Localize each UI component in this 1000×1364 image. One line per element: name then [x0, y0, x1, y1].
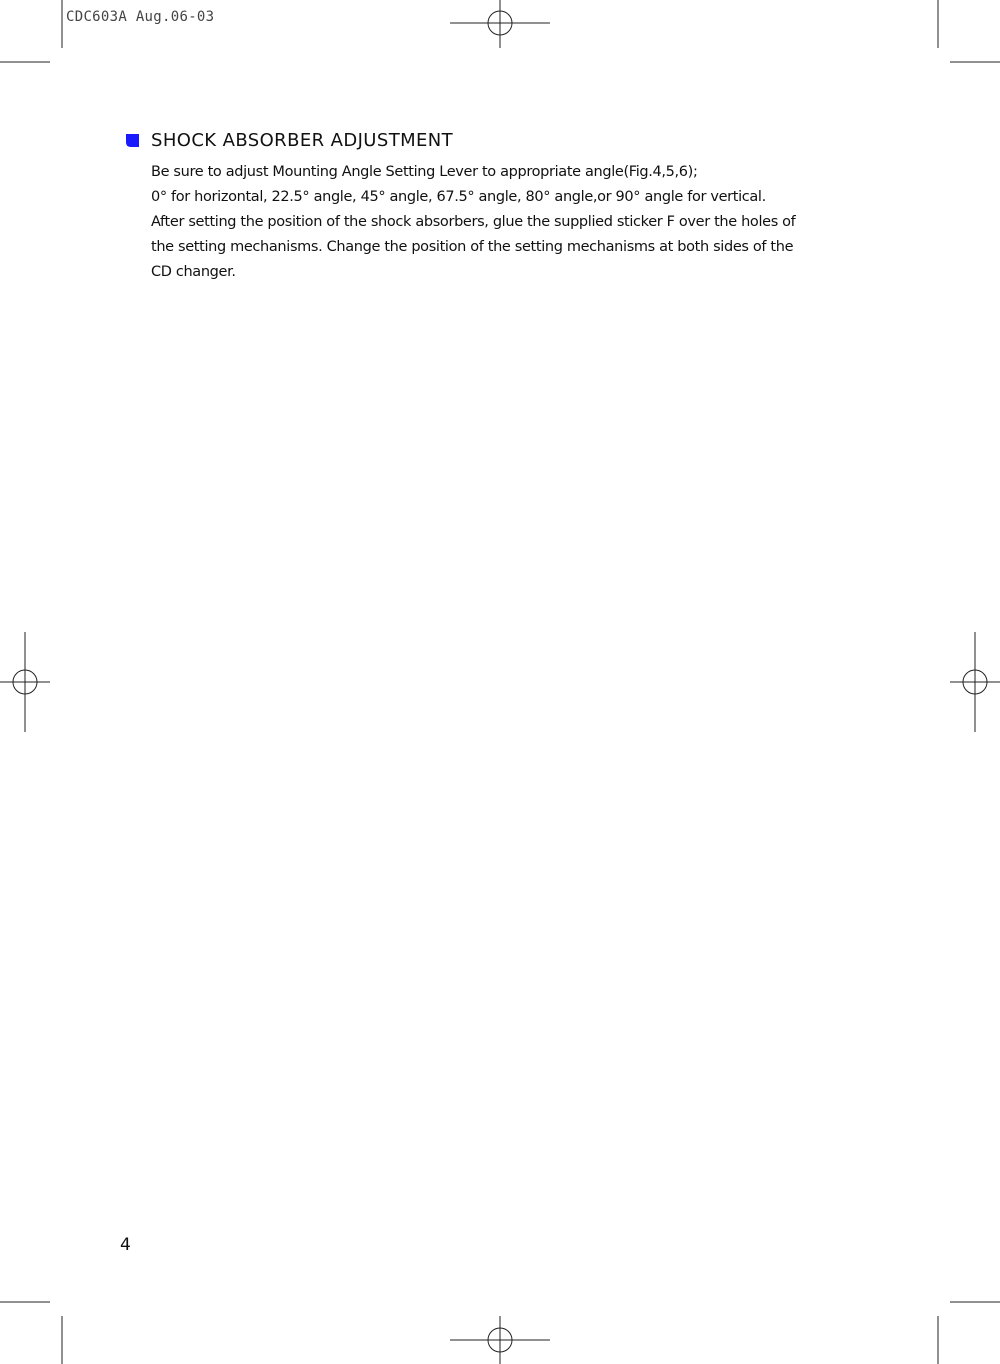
- print-header: CDC603A Aug.06-03: [66, 9, 215, 25]
- body-line-1: Be sure to adjust Mounting Angle Setting Lever to appropriate angle(Fig.4,5,6);: [151, 164, 698, 180]
- registration-target-top: [450, 0, 550, 48]
- registration-target-left: [0, 632, 50, 732]
- section-bullet-icon: [126, 134, 139, 147]
- body-line-3: After setting the position of the shock absorbers, glue the supplied sticker F over the holes of: [151, 214, 796, 230]
- body-line-2: 0° for horizontal, 22.5° angle, 45° angle, 67.5° angle, 80° angle,or 90° angle for vertical.: [151, 189, 766, 205]
- section-heading: SHOCK ABSORBER ADJUSTMENT: [151, 130, 454, 151]
- registration-target-right: [950, 632, 1000, 732]
- body-line-5: CD changer.: [151, 264, 236, 280]
- body-line-4: the setting mechanisms. Change the position of the setting mechanisms at both sides of the: [151, 239, 794, 255]
- section-bullet-shape: [126, 134, 139, 147]
- page-number: 4: [120, 1235, 131, 1255]
- registration-target-bottom: [450, 1316, 550, 1364]
- section-body: [151, 160, 871, 285]
